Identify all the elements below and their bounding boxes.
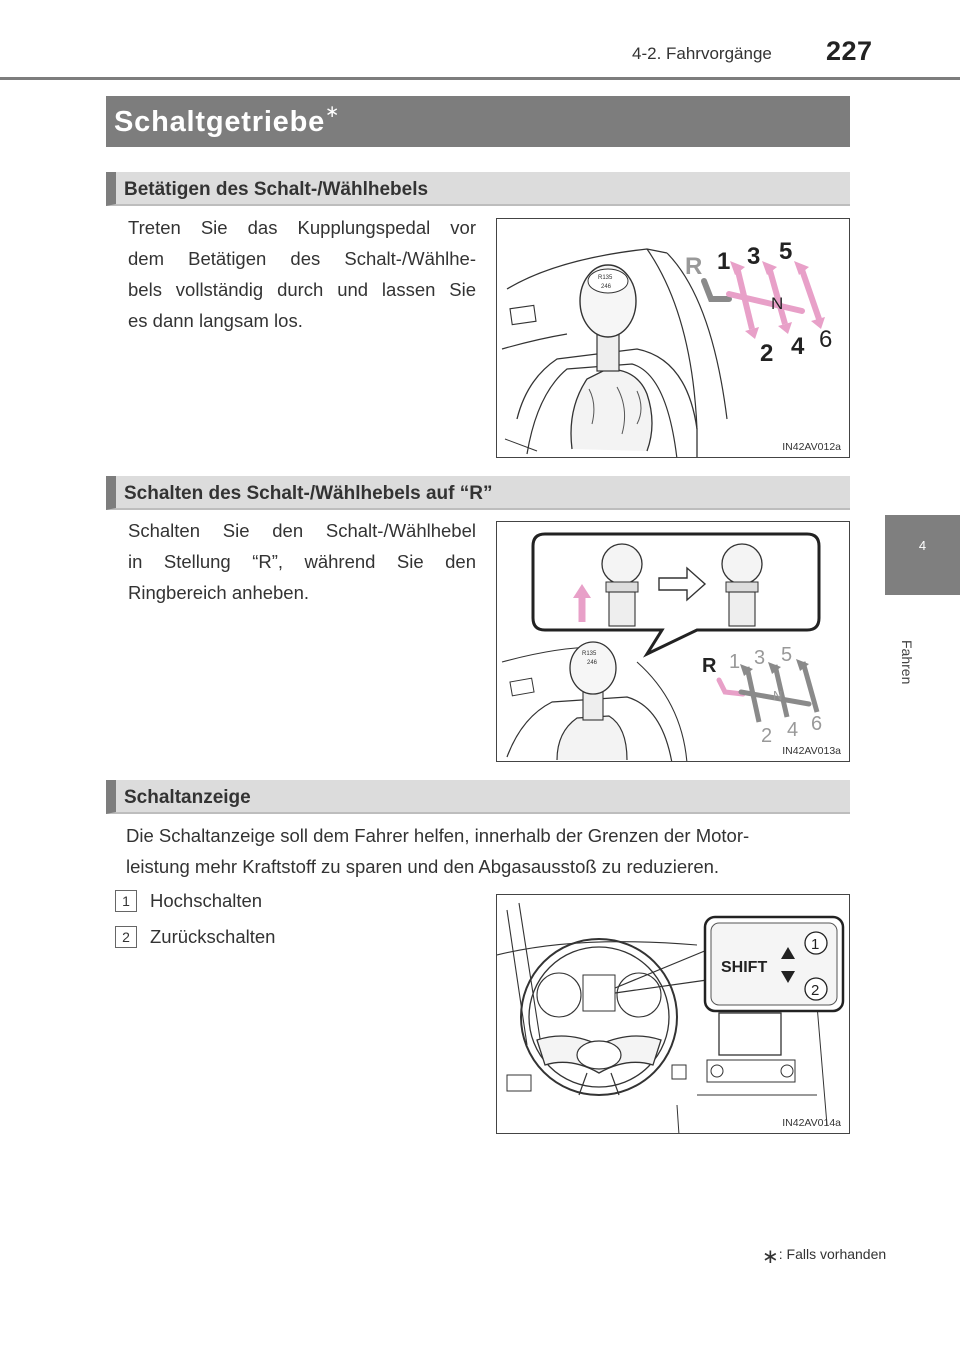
gear-label-3: 3 — [747, 243, 761, 270]
page-number: 227 — [826, 36, 873, 66]
section-heading: Schaltanzeige — [124, 787, 251, 808]
figure-code: IN42AV013a — [782, 745, 841, 757]
section-heading: Betätigen des Schalt-/Wählhebels — [124, 179, 429, 200]
gear-label-3: 3 — [754, 647, 766, 669]
knob-pattern-bottom: 246 — [587, 660, 598, 666]
gear-label-1: 1 — [717, 248, 731, 275]
section-heading: Schalten des Schalt-/Wählhebels auf “R” — [124, 483, 493, 504]
body-line: bels vollständig durch und lassen Sie — [128, 279, 476, 300]
gear-label-4: 4 — [791, 333, 805, 360]
list-item-downshift: Zurückschalten — [150, 926, 276, 947]
title-marker: ∗ — [325, 102, 341, 121]
footnote-marker: ∗ — [762, 1246, 779, 1268]
figure-shift-indicator — [496, 894, 850, 1134]
figure-code: IN42AV014a — [782, 1117, 841, 1129]
running-header-section: 4-2. Fahrvorgänge — [632, 44, 772, 63]
list-item-upshift: Hochschalten — [150, 890, 263, 911]
knob-pattern-bottom: 246 — [601, 284, 612, 290]
chapter-tab: 4 — [885, 515, 960, 595]
knob-pattern-top: R135 — [582, 651, 597, 657]
figure-code: IN42AV012a — [782, 441, 841, 453]
gear-lever-illustration — [497, 219, 850, 458]
gear-label-5: 5 — [779, 238, 793, 265]
footnote — [762, 1240, 887, 1268]
page-title-text: Schaltgetriebe — [114, 106, 326, 138]
section-body — [126, 820, 850, 882]
gear-label-2: 2 — [760, 340, 774, 367]
chapter-label: Fahren — [899, 640, 915, 685]
list-number: 1 — [115, 890, 137, 912]
gear-label-n: N — [771, 294, 784, 313]
body-line: Die Schaltanzeige soll dem Fahrer helfen, innerhalb der Grenzen der Motor- — [126, 825, 750, 846]
list-number: 2 — [115, 926, 137, 948]
reverse-illustration — [497, 522, 850, 762]
page-title — [114, 102, 341, 139]
callout-number-2: 2 — [811, 982, 820, 999]
body-line: Schalten Sie den Schalt-/Wählhebel — [128, 520, 476, 541]
gear-label-r: R — [702, 655, 717, 677]
section-body — [128, 515, 476, 608]
callout-number-1: 1 — [811, 936, 820, 953]
shift-indicator-illustration — [497, 895, 850, 1134]
gear-label-4: 4 — [787, 719, 799, 741]
body-line: es dann langsam los. — [128, 310, 303, 331]
footnote-text: : Falls vorhanden — [778, 1246, 887, 1262]
body-line: dem Betätigen des Schalt-/Wählhe- — [128, 248, 476, 269]
shift-label: SHIFT — [721, 959, 768, 976]
gear-label-6: 6 — [811, 713, 823, 735]
gear-label-r: R — [685, 253, 703, 280]
figure-reverse — [496, 521, 850, 762]
body-line: leistung mehr Kraftstoff zu sparen und den Abgasausstoß zu reduzieren. — [126, 856, 720, 877]
body-line: in Stellung “R”, während Sie den — [128, 551, 476, 572]
gear-label-5: 5 — [781, 644, 793, 666]
gear-label-1: 1 — [729, 651, 741, 673]
gear-label-n: N — [773, 688, 783, 703]
knob-pattern-top: R135 — [598, 275, 613, 281]
gear-label-2: 2 — [761, 725, 773, 747]
body-line: Treten Sie das Kupplungspedal vor — [128, 217, 476, 238]
section-body — [128, 212, 476, 336]
body-line: Ringbereich anheben. — [128, 582, 310, 603]
header-rule — [0, 77, 960, 80]
figure-gear-lever — [496, 218, 850, 458]
gear-label-6: 6 — [819, 326, 833, 353]
